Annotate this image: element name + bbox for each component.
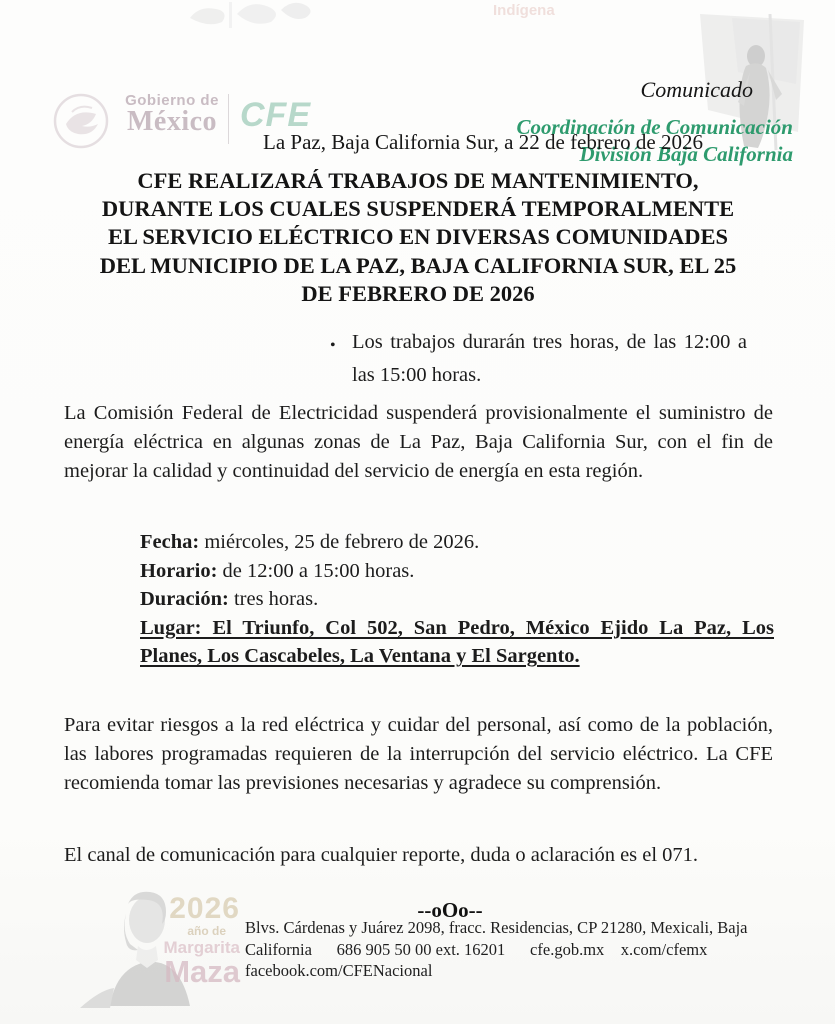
top-fragment-shapes-icon xyxy=(185,0,405,34)
bullet-item xyxy=(330,326,747,392)
headline-line-1: CFE REALIZARÁ TRABAJOS DE MANTENIMIENTO, xyxy=(137,168,699,193)
gobierno-logo-text xyxy=(112,92,232,138)
maza-sub: año de xyxy=(187,924,226,938)
headline-line-2: DURANTE LOS CUALES SUSPENDERÁ TEMPORALMENTE xyxy=(101,196,735,222)
gobierno-logo-line1: Gobierno de xyxy=(125,92,219,109)
paragraph-precautions: Para evitar riesgos a la red eléctrica y cuidar del personal, así como de la población, las labores programadas requieren de la interrupción del servicio eléctrico. La CFE recomienda tomar las previsiones necesarias y agradece su comprensión. xyxy=(64,714,773,795)
logo-divider xyxy=(228,94,229,144)
horario-label: Horario: xyxy=(140,559,218,582)
address-line1: Blvs. Cárdenas y Juárez 2098, fracc. Residencias, CP 21280, Mexicali, Baja xyxy=(245,918,748,937)
address-line3: facebook.com/CFENacional xyxy=(245,961,433,980)
maza-year: 2026 xyxy=(169,892,240,925)
top-logo-fragment xyxy=(185,0,555,34)
dateline: La Paz, Baja California Sur, a 22 de febrero de 2026 xyxy=(263,130,704,154)
bullet-text: Los trabajos durarán tres horas, de las 12:00 a las 15:00 horas. xyxy=(352,331,747,386)
end-separator: --oOo-- xyxy=(417,898,483,922)
footer-address xyxy=(245,917,775,982)
maza-name2: Maza xyxy=(164,954,240,989)
horario-value: de 12:00 a 15:00 horas. xyxy=(217,559,415,582)
fecha-label: Fecha: xyxy=(140,531,200,553)
division-line: División Baja California xyxy=(579,142,793,166)
headline-line-5: DE FEBRERO DE 2026 xyxy=(301,280,535,306)
paragraph-contact: El canal de comunicación para cualquier reporte, duda o aclaración es el 071. xyxy=(64,844,699,866)
fecha-value: miércoles, 25 de febrero de 2026. xyxy=(199,531,480,553)
detail-duracion xyxy=(140,585,774,614)
duracion-label: Duración: xyxy=(140,588,229,611)
address-line2: California 686 905 50 00 ext. 16201 cfe.gob.mx x.com/cfemx xyxy=(245,939,708,959)
duracion-value: tres horas. xyxy=(228,588,319,611)
eagle-emblem-icon xyxy=(52,92,110,150)
coordinacion-line: Coordinación de Comunicación xyxy=(516,115,793,139)
gobierno-logo-line2: México xyxy=(126,106,218,137)
headline-line-3: EL SERVICIO ELÉCTRICO EN DIVERSAS COMUNIDADES xyxy=(108,224,728,250)
paragraph-intro: La Comisión Federal de Electricidad suspenderá provisionalmente el suministro de energía eléctrica en algunas zonas de La Paz, Baja California Sur, con el fin de mejorar la calidad y continuidad del servicio de energía en esta región. xyxy=(64,402,773,483)
maza-name1: Margarita xyxy=(163,938,240,957)
detail-horario xyxy=(140,557,774,586)
details-block xyxy=(140,528,774,671)
detail-fecha xyxy=(140,528,774,557)
top-fragment-label: Indígena xyxy=(493,2,555,19)
bullet-dot: • xyxy=(330,337,336,354)
headline xyxy=(62,167,774,308)
cfe-logo: CFE xyxy=(240,96,311,134)
headline-line-4: DEL MUNICIPIO DE LA PAZ, BAJA CALIFORNIA SUR, EL 25 xyxy=(99,252,737,278)
detail-lugar: Lugar: El Triunfo, Col 502, San Pedro, México Ejido La Paz, Los Planes, Los Cascabeles, La Ventana y El Sargento. xyxy=(140,616,774,668)
comunicado-label: Comunicado xyxy=(640,77,753,102)
